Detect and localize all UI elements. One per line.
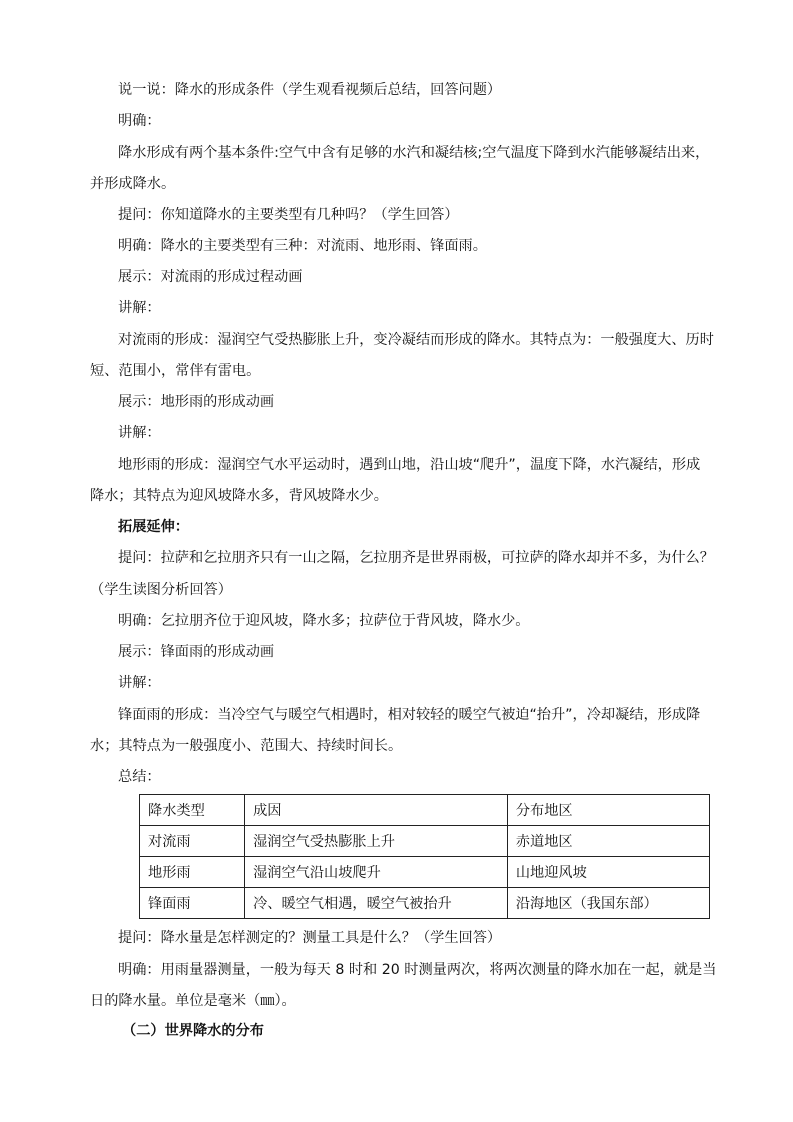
- paragraph-show-frontal: 展示：锋面雨的形成动画: [118, 644, 275, 660]
- paragraph-show-convection: 展示：对流雨的形成过程动画: [118, 269, 303, 285]
- paragraph-orographic-line2: 降水；其特点为迎风坡降水多，背风坡降水少。: [90, 488, 388, 504]
- table-cell: 沿海地区（我国东部）: [507, 888, 709, 919]
- paragraph-frontal-line1: 锋面雨的形成：当冷空气与暖空气相遇时，相对较轻的暖空气被迫“抬升”，冷却凝结，形成降: [118, 707, 701, 723]
- table-cell: 地形雨: [140, 857, 245, 888]
- paragraph-explain-2: 讲解：: [118, 425, 161, 441]
- paragraph-orographic-line1: 地形雨的形成：湿润空气水平运动时，遇到山地，沿山坡“爬升”，温度下降，水汽凝结，形成: [118, 457, 701, 473]
- paragraph-measure-answer-line1: 明确：用雨量器测量，一般为每天 8 时和 20 时测量两次，将两次测量的降水加在一起，就是当: [118, 962, 717, 978]
- table-cell: 赤道地区: [507, 826, 709, 857]
- table-cell: 对流雨: [140, 826, 245, 857]
- table-cell: 湿润空气沿山坡爬升: [245, 857, 508, 888]
- paragraph-discussion: 说一说：降水的形成条件（学生观看视频后总结，回答问题）: [118, 82, 502, 98]
- table-header-row: [140, 795, 710, 826]
- paragraph-clarify: 明确：: [118, 113, 161, 129]
- paragraph-measure-question: 提问：降水量是怎样测定的？测量工具是什么？（学生回答）: [118, 930, 502, 946]
- table-header-cell: 成因: [245, 795, 508, 826]
- precipitation-summary-table: [139, 794, 710, 919]
- table-header-cell: 降水类型: [140, 795, 245, 826]
- table-row: [140, 857, 710, 888]
- paragraph-convection-line2: 短、范围小，常伴有雷电。: [90, 363, 261, 379]
- heading-extension: 拓展延伸：: [118, 519, 189, 535]
- paragraph-explain-1: 讲解：: [118, 300, 161, 316]
- paragraph-convection-line1: 对流雨的形成：湿润空气受热膨胀上升，变冷凝结而形成的降水。其特点为：一般强度大、历时: [118, 332, 714, 348]
- section-heading-world-distribution: （二）世界降水的分布: [122, 1023, 264, 1039]
- paragraph-conditions-line2: 并形成降水。: [90, 176, 176, 192]
- table-cell: 锋面雨: [140, 888, 245, 919]
- table-cell: 湿润空气受热膨胀上升: [245, 826, 508, 857]
- paragraph-lhasa-question-line2: （学生读图分析回答）: [90, 582, 232, 598]
- table-row: [140, 826, 710, 857]
- paragraph-measure-answer-line2: 日的降水量。单位是毫米（㎜）。: [90, 993, 296, 1009]
- paragraph-conditions-line1: 降水形成有两个基本条件:空气中含有足够的水汽和凝结核;空气温度下降到水汽能够凝结出来，: [118, 145, 710, 161]
- paragraph-lhasa-question-line1: 提问：拉萨和乞拉朋齐只有一山之隔，乞拉朋齐是世界雨极，可拉萨的降水却并不多，为什么？: [118, 550, 714, 566]
- paragraph-types-answer: 明确：降水的主要类型有三种：对流雨、地形雨、锋面雨。: [118, 238, 487, 254]
- paragraph-frontal-line2: 水；其特点为一般强度小、范围大、持续时间长。: [90, 738, 403, 754]
- table-header-cell: 分布地区: [507, 795, 709, 826]
- paragraph-show-orographic: 展示：地形雨的形成动画: [118, 394, 275, 410]
- paragraph-question-types: 提问：你知道降水的主要类型有几种吗？（学生回答）: [118, 207, 459, 223]
- paragraph-lhasa-answer: 明确：乞拉朋齐位于迎风坡，降水多；拉萨位于背风坡，降水少。: [118, 613, 530, 629]
- paragraph-summary-label: 总结：: [118, 769, 161, 785]
- table-cell: 山地迎风坡: [507, 857, 709, 888]
- table-row: [140, 888, 710, 919]
- table-cell: 冷、暖空气相遇，暖空气被抬升: [245, 888, 508, 919]
- paragraph-explain-3: 讲解：: [118, 675, 161, 691]
